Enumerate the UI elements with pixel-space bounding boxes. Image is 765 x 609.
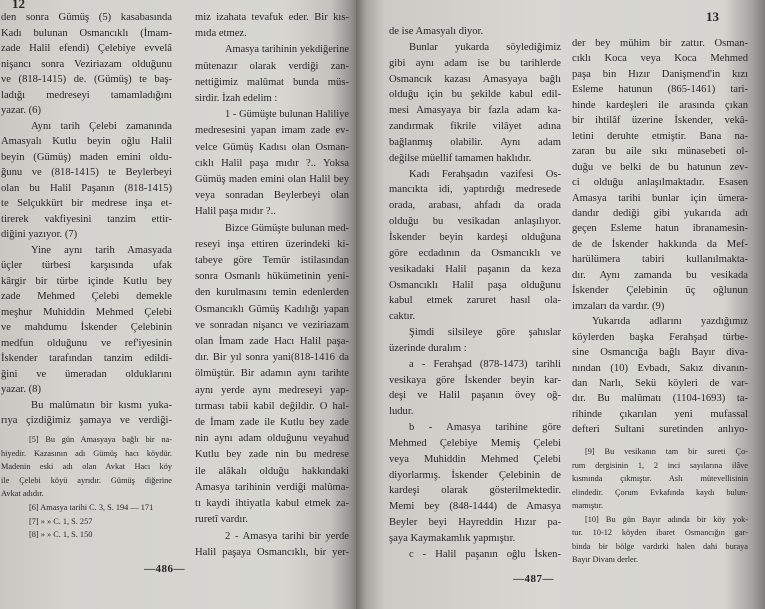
text-line: orada, arabası, ahfadı da orada <box>389 200 561 212</box>
text-line: bağlanmış olabilir. Aynı adam <box>389 136 561 148</box>
footnote-line: mamıştır. <box>572 501 604 510</box>
text-line: İskender tarafından tanzim edildi- <box>1 353 172 364</box>
text-line: ludur. <box>389 406 414 418</box>
text-line: zandırmak fikrile vilâyet adına <box>389 121 561 133</box>
text-line: Amasya tarihi bunlar için ümera- <box>572 192 748 204</box>
text-line: 2 - Amasya tarihi bir yerde <box>225 530 349 542</box>
text-line: sine Osmancığa bağlı Bayır diva- <box>572 347 748 359</box>
text-line: mıda etmez. <box>195 28 247 40</box>
footnote-line: kısmında çıkmıştır. Aslı mütevellisinin <box>572 474 748 483</box>
footer-page-number: —487— <box>513 573 554 585</box>
text-line: mütenazır olarak verdiği zan- <box>195 60 349 72</box>
text-line: harülümera tabiri kullanılmakta- <box>572 254 748 266</box>
text-line: cıklı Halil paşa mıdır ?.. Yoksa <box>195 157 349 169</box>
text-line: kârgir bir türbe içinde Kutlu bey <box>1 275 172 287</box>
footnote-line: [7] » » C. 1, S. 257 <box>29 516 93 526</box>
text-line: Halil paşaya Osmancıklı, bir yer- <box>195 546 349 558</box>
footnote-line: [8] » » C. 1, S. 150 <box>29 530 93 540</box>
text-line: paşa bin Hızır Danişmend'in kızı <box>572 68 748 80</box>
text-column-4 <box>572 36 748 438</box>
text-line: ölmüştür. Bir adamın aynı tarihte <box>195 368 349 380</box>
footnote-line: [5] Bu gün Amasyaya bağlı bir na- <box>29 435 172 444</box>
footnote-line: [9] Bu vesikanın tam bir sureti Ço- <box>585 447 748 456</box>
footnote-line: binda bir bölge vardırki halen dahi buraya <box>572 541 748 551</box>
text-line: dır. Bu malûmatı (1104-1693) ta- <box>572 393 748 405</box>
text-line: vesikadaki Halil paşanın da keza <box>389 263 561 275</box>
text-column-3 <box>389 24 561 563</box>
text-line: Beyler beyi Hayreddin Hızır pa- <box>389 517 561 529</box>
page-486 <box>0 0 356 609</box>
text-line: Osmancıklı Gümüş Kadılığı yapan <box>195 303 349 315</box>
text-line: Yine aynı tarih Amasyada <box>31 244 172 256</box>
text-column-2 <box>195 10 349 561</box>
text-line: Osmancık kazası Amasyaya bağlı <box>389 73 561 85</box>
text-line: köylerden başka Ferahşad türbe- <box>572 331 748 343</box>
footnote-line: tur. 10-12 köyden ibaret Osmancığın gar- <box>572 528 748 537</box>
text-line: Gümüş maden emini olan Halil bey <box>195 174 349 186</box>
text-line: letini deruhte etmiştir. Bana na- <box>572 130 748 142</box>
text-line: kardeşi olarak gösterilmektedir. <box>389 485 561 497</box>
text-line: dandır dediği gibi yukarıda adı <box>572 207 748 219</box>
text-line: deşi ve Halil paşanın övey oğ- <box>389 390 561 402</box>
text-line: nişancı sonra Veziriazam olduğunu <box>1 58 172 70</box>
text-line: Amasya tarihinin yekdiğerine <box>225 44 349 56</box>
text-line: rihinde çıkarılan yeni mufassal <box>572 408 748 420</box>
footnotes-block <box>572 445 748 567</box>
text-line: beyin (Gümüş) maden emini oldu- <box>1 151 172 163</box>
text-line: olduğu bu vesikadan anlaşılıyor. <box>389 216 561 228</box>
text-line: dır. Bir yıl sonra yani(818-1416 da <box>195 352 349 364</box>
text-line: te Selçukkürt bir medrese inşa et- <box>1 198 172 209</box>
text-line: Osmancıklı Halil paşa olduğunu <box>389 279 561 291</box>
text-line: c - Halil paşanın oğlu İsken- <box>409 548 561 560</box>
text-line: Mehmed Çelebiye Memiş Çelebi <box>389 437 561 449</box>
text-line: de İmam zade ile Kutlu bey zade <box>195 417 349 429</box>
text-line: meşhur Muhiddin Mehmed Çelebi <box>1 306 172 318</box>
text-line: duğu ve belki de bu hatunun zev- <box>572 161 748 173</box>
text-line: ci olduğu anlaşılmaktadır. Esasen <box>572 177 748 189</box>
text-line: Aynı tarih Çelebi zamanında <box>31 120 172 132</box>
text-line: bir ihtilâf üzerine İskender, vekâ- <box>572 115 748 127</box>
text-line: Bunlar yukarda söylediğimiz <box>409 41 561 53</box>
text-line: medresesini yapan imam zade ev- <box>195 125 349 137</box>
text-line: tı kaydi ihtiyatla kabul etmek za- <box>195 498 349 510</box>
text-line: aynı yerde aynı medreseyi yap- <box>195 384 349 396</box>
header-page-number: 13 <box>706 9 719 24</box>
text-line: mancıkta idi, yaptırdığı medresede <box>389 184 561 196</box>
page-487 <box>356 0 765 609</box>
text-line: zaran bu aile sıkı münasebeti ol- <box>572 146 748 158</box>
text-column-1 <box>1 10 172 429</box>
footnote-line: Avkat adıdır. <box>1 489 44 499</box>
text-line: üzerinde duralım : <box>389 342 467 354</box>
text-line: yazar. (6) <box>1 105 41 116</box>
text-line: den sonra Gümüş (5) kasabasında <box>1 12 172 23</box>
text-line: defteri Sultani suretinden anlıyo- <box>572 424 748 436</box>
text-line: Yukarıda adlarını yazdığımız <box>592 316 748 328</box>
text-line: der bey mühim bir zattır. Osman- <box>572 38 748 49</box>
text-line: dan Narlı, Sekü köyleri de var- <box>572 377 748 389</box>
text-line: rıya çizdiğimiz şamaya ve verdiği- <box>1 415 172 426</box>
text-line: ve (818-1415) de. (Gümüş) te baş- <box>1 74 172 85</box>
text-line: Bu malûmatın bir kısmı yuka- <box>31 399 172 411</box>
text-line: Memi bey (848-1444) de Amasya <box>389 501 561 513</box>
footnote-line: rum dergisinin 1, 2 inci sayılarına ilâve <box>572 460 748 470</box>
footnote-line: ile Çelebi köyü ayrıdır. Gümüş diğerine <box>1 475 172 485</box>
footnote-line: hiyedir. Kazasının adı Gümüş hacı köydür. <box>1 448 172 458</box>
text-line: Kadı bulunan Osmancıklı (İmam- <box>1 27 172 39</box>
text-line: veya Muhiddin Mehmed Çelebi <box>389 453 561 465</box>
text-line: vesikaya göre İskender beyin kar- <box>389 374 561 386</box>
footnote-line: elindedir. Çorum Evkafında kaydı bulun- <box>572 487 748 497</box>
text-line: Esleme hatunun (865-1461) tari- <box>572 84 748 96</box>
text-line: dır. Aynı zamanda bu vesikada <box>572 269 748 281</box>
footnote-line: [10] Bu gün Bayır adında bir köy yok- <box>585 514 748 524</box>
text-line: miz izahata tevafuk eder. Bir kıs- <box>195 12 349 23</box>
text-line: tırması tabii kabil değildir. O hal- <box>195 400 349 412</box>
text-line: Amasya tarihinin verdiği malûma- <box>195 481 349 493</box>
text-line: Halil paşa mıdır ?.. <box>195 206 276 218</box>
text-line: reseyi inşa ettiren üzerindeki ki- <box>195 238 349 250</box>
text-line: geçen Esleme hatun ibranamesin- <box>572 223 748 235</box>
footnote-line: Bayır Divanı derler. <box>572 555 639 564</box>
text-line: ğini ve ümeradan olduklarını <box>1 368 172 380</box>
text-line: yazar. (8) <box>1 384 41 395</box>
text-line: tirerek vakfiyesini tanzim ettir- <box>1 213 172 225</box>
text-line: zade Halil efendi) Çelebiye evvelâ <box>1 43 172 54</box>
text-line: göre ecdadının da Osmancıklı ve <box>389 247 561 259</box>
text-line: nin aynı adam olduğunu veyahud <box>195 433 349 445</box>
text-line: ruretî vardır. <box>195 514 248 526</box>
text-line: nettiğimiz malûmat bunda müs- <box>195 76 349 88</box>
text-line: hinde kardeşleri ile arasında çıkan <box>572 99 748 111</box>
text-line: olduğu için bu şekilde kabul edil- <box>389 89 561 101</box>
text-line: ve sonradan nişancı ve veziriazam <box>195 319 349 331</box>
footer-page-number: —486— <box>144 563 185 575</box>
text-line: ve mahdumu İskender Çelebinin <box>1 322 172 333</box>
text-line: üçler türbesi karşısında ufak <box>1 260 172 271</box>
text-line: Kutlu bey zade nin bu medrese <box>195 449 349 461</box>
text-line: olan İmam zade Hacı Halil paşa- <box>195 336 349 348</box>
text-line: değilse müellif tamamen haklıdır. <box>389 152 532 164</box>
footnotes-block <box>1 433 172 542</box>
text-line: gibi aynı adam ise bu tarihlerde <box>389 57 561 69</box>
text-line: a - Ferahşad (878-1473) tarihli <box>409 358 561 370</box>
text-line: b - Amasya tarihine göre <box>409 422 561 434</box>
footnote-line: [6] Amasya tarihi C. 3, S. 194 — 171 <box>29 502 154 512</box>
text-line: ğunu ve (818-1415) te Beylerbeyi <box>1 167 172 178</box>
text-line: nından (10) Evbadı, Sakız divanın- <box>572 362 748 374</box>
text-line: ladığı medreseyi tamamladığını <box>1 89 172 101</box>
text-line: Bizce Gümüşte bulunan med- <box>225 222 349 234</box>
text-line: tabeye göre Temür istilasından <box>195 255 349 267</box>
text-line: ile alâkalı olduğu hakkındaki <box>195 465 349 477</box>
text-line: olan bu Halil Paşanın (818-1415) <box>1 182 172 194</box>
text-line: medfun olduğunu ve ref'iyesinin <box>1 337 172 349</box>
text-line: velce Gümüş Kadısı olan Osman- <box>195 141 349 153</box>
text-line: cıklı Koca veya Koca Mehmed <box>572 53 748 65</box>
text-line: de ise Amasyalı diyor. <box>389 26 484 37</box>
text-line: mesi Amasyaya bir fazla adam ka- <box>389 105 561 117</box>
text-line: de de İskender hakkında da Mef- <box>572 238 748 250</box>
text-line: diyorlarmış. İskender Çelebinin de <box>389 469 561 481</box>
text-line: İskender Çelebinin üç oğlunun <box>572 285 748 297</box>
text-line: den kurulmasını temin edenlerden <box>195 287 349 299</box>
text-line: zade Mehmed Çelebi demekle <box>1 291 172 302</box>
text-line: veya sonradan Beylerbeyi olan <box>195 190 349 202</box>
text-line: Kadı Ferahşadın vazifesi Os- <box>409 168 561 180</box>
header-page-number: 12 <box>12 0 25 11</box>
text-line: İskender beyin kardeşi olduğuna <box>389 231 561 243</box>
footnote-line: Madenin eski adı olan Avkat Hacı köy <box>1 462 172 472</box>
text-line: caktır. <box>389 311 416 323</box>
text-line: imzaları da vardır. (9) <box>572 300 665 312</box>
text-line: Amasyalı Kutlu beyin oğlu Halil <box>1 136 172 147</box>
text-line: Şimdi silsileye göre şahıslar <box>409 327 561 339</box>
text-line: kabul etmek zaruret hasıl ola- <box>389 295 561 307</box>
text-line: sirdir. İzah edelim : <box>195 93 278 105</box>
text-line: diğini yazıyor. (7) <box>1 229 78 240</box>
text-line: şaya Kaymakamlık yapmıştır. <box>389 533 516 544</box>
text-line: sonra Osmanlı hükümetinin yeni- <box>195 271 349 283</box>
text-line: 1 - Gümüşte bulunan Haliliye <box>225 109 349 121</box>
